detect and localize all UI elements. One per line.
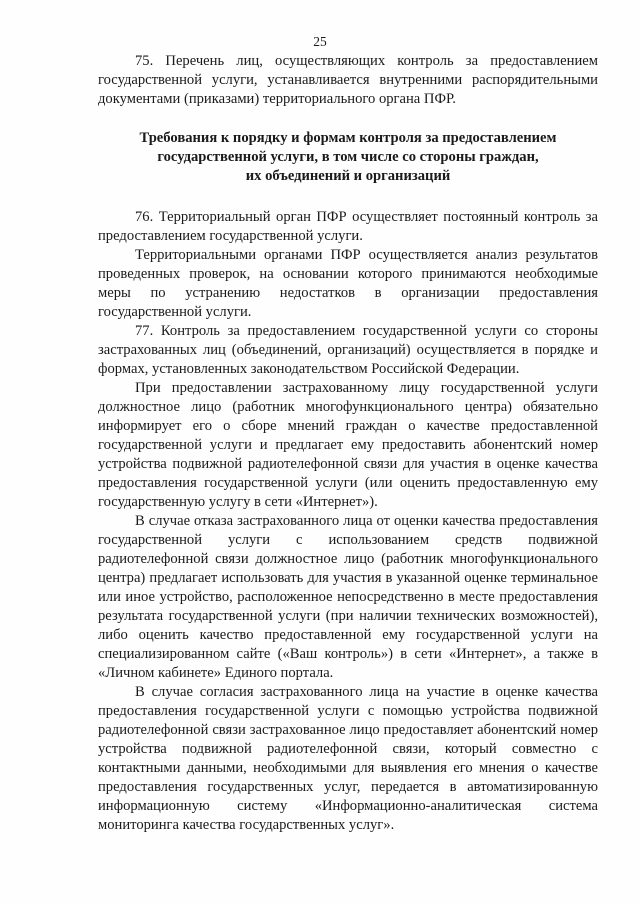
section-heading: Требования к порядку и формам контроля за предоставлением государственной услуги, в том числе со стороны граждан, их объединений и организаций: [139, 130, 557, 184]
paragraph-76: 76. Территориальный орган ПФР осуществляет постоянный контроль за предоставлением государственной услуги.: [98, 209, 598, 244]
paragraph-75: 75. Перечень лиц, осуществляющих контроль за предоставлением государственной услуги, устанавливается внутренними распорядительными документами (приказами) территориального органа ПФР.: [98, 53, 598, 107]
paragraph-refusal: В случае отказа застрахованного лица от оценки качества предоставления государственной услуги с использованием средств подвижной радиотелефонной связи должностное лицо (работник многофункционального центра) предлагает использовать для участия в указанной оценке терминальное или иное устройство, расположенное непосредственно в месте предоставления результата государственной услуги (при наличии технических возможностей), либо оценить качество предоставленной ему государственной услуги на специализированном сайте («Ваш контроль») в сети «Интернет», а также в «Личном кабинете» Единого портала.: [98, 513, 598, 681]
paragraph-analysis: Территориальными органами ПФР осуществляется анализ результатов проведенных проверок, на основании которого принимаются необходимые меры по устранению недостатков в организации предоставления государственной услуги.: [98, 247, 598, 320]
paragraph-77: 77. Контроль за предоставлением государственной услуги со стороны застрахованных лиц (объединений, организаций) осуществляется в порядке и формах, установленных законодательством Российской Федерации.: [98, 323, 598, 377]
page-number: 25: [313, 34, 327, 49]
paragraph-consent: В случае согласия застрахованного лица на участие в оценке качества предоставления государственной услуги с помощью устройства подвижной радиотелефонной связи застрахованное лицо предоставляет абонентский номер устройства подвижной радиотелефонной связи, который совместно с контактными данными, необходимыми для выявления его мнения о качестве предоставления государственных услуг, передается в автоматизированную информационную систему «Информационно-аналитическая система мониторинга качества государственных услуг».: [98, 684, 598, 833]
paragraph-informing: При предоставлении застрахованному лицу государственной услуги должностное лицо (работник многофункционального центра) обязательно информирует его о сборе мнений граждан о качестве предоставленной государственной услуги и предлагает ему предоставить абонентский номер устройства подвижной радиотелефонной связи для участия в оценке качества предоставления государственной услуги (или оценить предоставленную ему государственную услугу в сети «Интернет»).: [98, 380, 598, 510]
document-body: [98, 52, 598, 835]
